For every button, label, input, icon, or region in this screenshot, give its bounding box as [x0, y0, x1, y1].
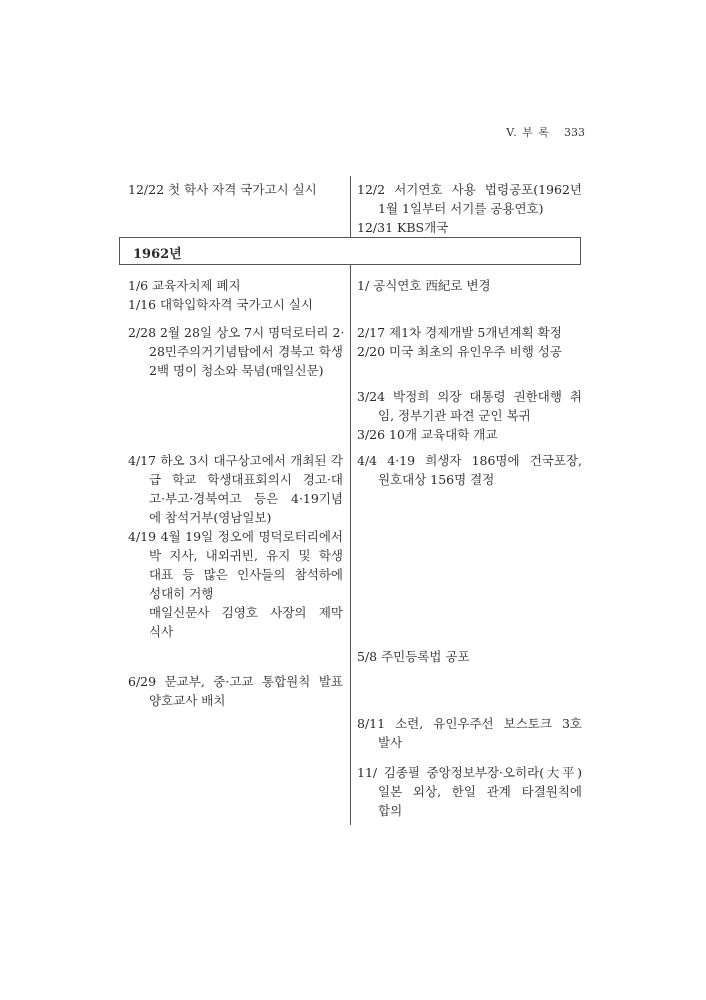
entry-line: 1/16 대학입학자격 국가고시 실시 — [128, 297, 313, 312]
entry-line: 12/31 KBS개국 — [357, 220, 449, 235]
left-entry — [128, 527, 343, 641]
entry-line: 1/ 공식연호 西紀로 변경 — [357, 278, 491, 293]
right-entry — [357, 387, 582, 425]
entry-line: 일본 외상, 한일 관계 타결원칙에 — [378, 784, 582, 799]
entry-line: 2/17 제1차 경제개발 5개년계획 확정 — [357, 325, 562, 340]
entry-line: 1월 1일부터 서기를 공용연호) — [378, 201, 544, 216]
section-title: V. 부 록 — [506, 126, 550, 139]
entry-line: 에 참석거부(영남일보) — [149, 510, 272, 525]
entry-line: 4/4 4·19 희생자 186명에 건국포장, — [357, 453, 582, 468]
right-entry — [357, 342, 582, 361]
entry-line: 임, 정부기관 파견 군인 복귀 — [378, 408, 531, 423]
right-entry — [357, 647, 582, 666]
entry-line: 4/17 하오 3시 대구상고에서 개최된 각 — [128, 453, 343, 468]
running-head — [506, 124, 585, 140]
entry-line: 원호대상 156명 결정 — [378, 472, 495, 487]
right-entry — [357, 763, 582, 820]
entry-line: 5/8 주민등록법 공포 — [357, 649, 470, 664]
entry-line: 양호교사 배치 — [149, 693, 226, 708]
left-entry — [128, 323, 343, 380]
entry-line: 합의 — [378, 803, 403, 818]
entry-line: 3/24 박정희 의장 대통령 권한대행 취 — [357, 389, 582, 404]
right-entry — [357, 714, 582, 752]
entry-line: 2/20 미국 최초의 유인우주 비행 성공 — [357, 344, 562, 359]
column-divider — [350, 265, 351, 825]
entry-line: 12/2 서기연호 사용 법령공포(1962년 — [357, 182, 582, 197]
column-divider-top — [350, 176, 351, 237]
left-entry — [128, 295, 343, 314]
entry-line: 급 학교 학생대표회의시 경고·대 — [149, 472, 343, 487]
left-entry — [128, 672, 343, 710]
year-heading: 1962년 — [133, 247, 182, 262]
right-entry — [357, 180, 582, 218]
entry-line: 6/29 문교부, 중·고교 통합원칙 발표 — [128, 674, 343, 689]
entry-line: 4/19 4월 19일 정오에 명덕로터리에서 — [128, 529, 343, 544]
entry-line: 11/ 김종필 중앙정보부장·오히라(大平) — [357, 765, 582, 780]
right-entry — [357, 425, 582, 444]
entry-line: 성대히 거행 — [149, 586, 214, 601]
left-entry — [128, 451, 343, 527]
right-entry — [357, 451, 582, 489]
entry-line: 12/22 첫 학사 자격 국가고시 실시 — [128, 182, 317, 197]
entry-line: 매일신문사 김영호 사장의 제막 — [149, 605, 343, 620]
entry-line: 3/26 10개 교육대학 개교 — [357, 427, 498, 442]
right-entry — [357, 218, 582, 237]
entry-line: 8/11 소련, 유인우주선 보스토크 3호 — [357, 716, 582, 731]
entry-line: 2백 명이 청소와 묵념(매일신문) — [149, 363, 324, 378]
entry-line: 발사 — [378, 735, 403, 750]
page-number: 333 — [564, 126, 585, 139]
entry-line: 대표 등 많은 인사들의 참석하에 — [149, 567, 343, 582]
entry-line: 2/28 2월 28일 상오 7시 명덕로터리 2· — [128, 325, 345, 340]
right-entry — [357, 276, 582, 295]
entry-line: 1/6 교육자치제 폐지 — [128, 278, 241, 293]
left-entry — [128, 180, 343, 199]
left-entry — [128, 276, 343, 295]
entry-line: 고·부고·경북여고 등은 4·19기념 — [149, 491, 343, 506]
entry-line: 28민주의거기념탑에서 경북고 학생 — [149, 344, 343, 359]
entry-line: 박 지사, 내외귀빈, 유지 및 학생 — [149, 548, 343, 563]
right-entry — [357, 323, 582, 342]
entry-line: 식사 — [149, 624, 174, 639]
year-heading-box — [119, 237, 581, 265]
